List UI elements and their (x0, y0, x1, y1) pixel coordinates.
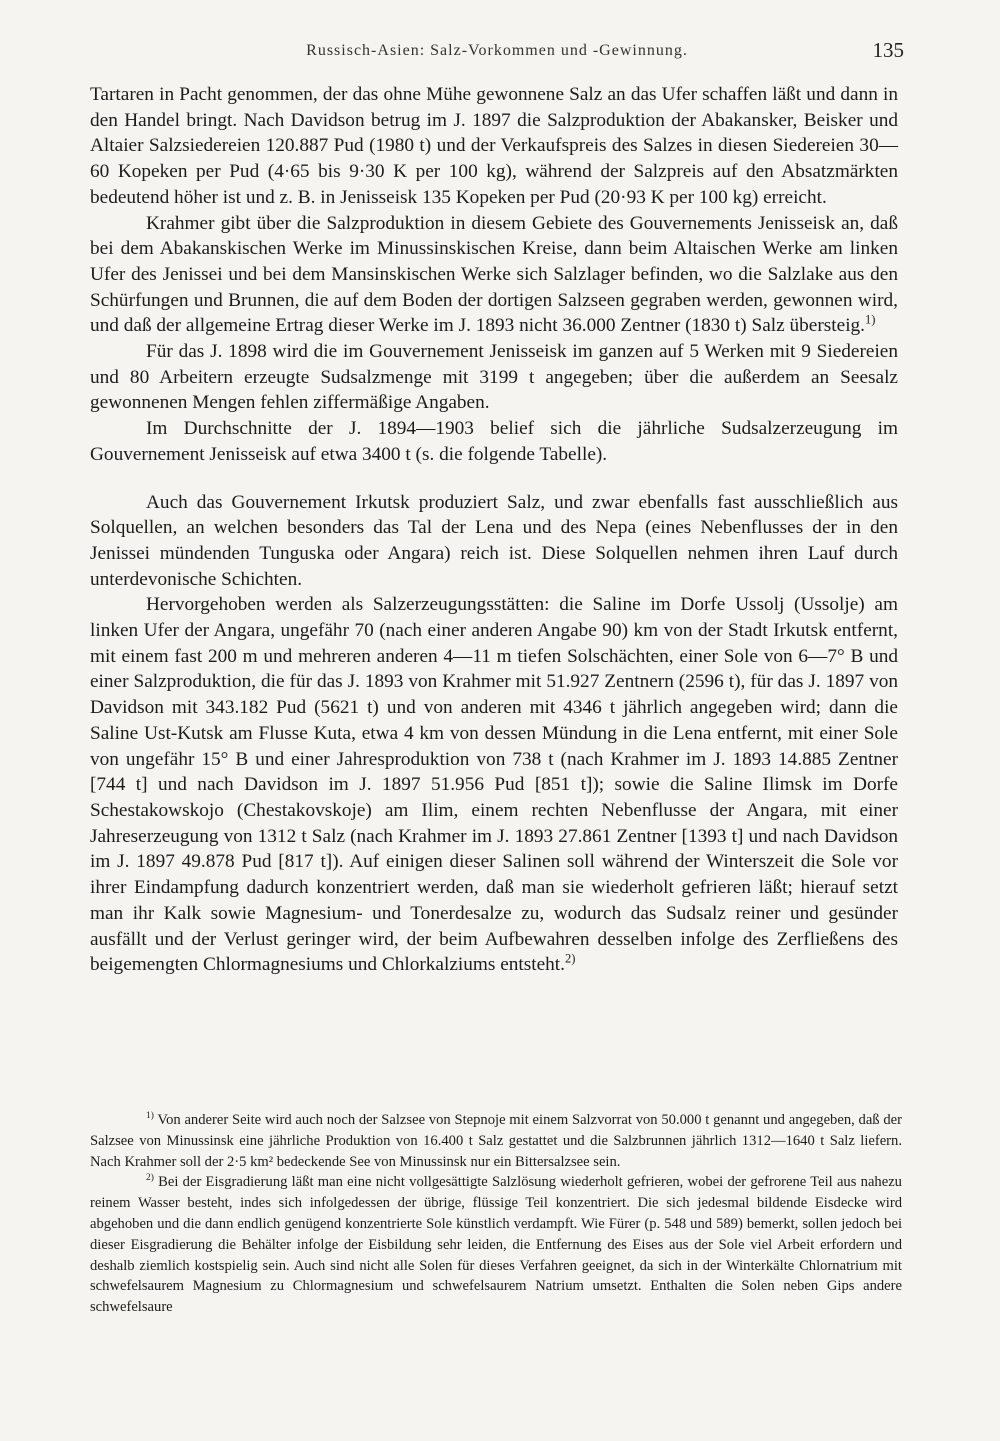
paragraph-text: Für das J. 1898 wird die im Gouvernement Jenisseisk im ganzen auf 5 Werken mit 9 Siedereien und 80 Arbeitern erzeugte Sudsalzmenge mit 3199 t angegeben; über die außerdem an Seesalz gewonnenen Mengen fehlen ziffermäßige Angaben. (90, 341, 898, 414)
paragraph (90, 490, 898, 593)
paragraph-text: Hervorgehoben werden als Salzerzeugungsstätten: die Saline im Dorfe Ussolj (Ussolje) am linken Ufer der Angara, ungefähr 70 (nach einer anderen Angabe 90) km von der Stadt Irkutsk entfernt, mit einem fast 200 m und mehreren anderen 4—11 m tiefen Solschächten, einer Sole von 6—7° B und einer Salzproduktion, die für das J. 1893 von Krahmer mit 51.927 Zentnern (2596 t), für das J. 1897 von Davidson mit 343.182 Pud (5621 t) und von anderen mit 4346 t jährlich angegeben wird; dann die Saline Ust-Kutsk am Flusse Kuta, etwa 4 km von dessen Mündung in die Lena entfernt, mit einer Sole von ungefähr 15° B und einer Jahresproduktion von 738 t (nach Krahmer im J. 1893 14.885 Zentner [744 t] und nach Davidson im J. 1897 51.956 Pud [851 t]); sowie die Saline Ilimsk im Dorfe Schestakowskojo (Chestakovskoje) am Ilim, einem rechten Nebenflusse der Angara, mit einer Jahreserzeugung von 1312 t Salz (nach Krahmer im J. 1893 27.861 Zentner [1393 t] und nach Davidson im J. 1897 49.878 Pud [817 t]). Auf einigen dieser Salinen soll während der Winterszeit die Sole vor ihrer Eindampfung dadurch konzentriert werden, daß man sie wiederholt gefrieren läßt; hierauf setzt man ihr Kalk sowie Magnesium- und Tonerdesalze zu, wodurch das Sudsalz reiner und gesünder ausfällt und der Verlust geringer wird, der beim Aufbewahren desselben infolge des Zerfließens des beigemengten Chlormagnesiums und Chlorkalziums entsteht. (90, 594, 898, 976)
footnote-text: Bei der Eisgradierung läßt man eine nicht vollgesättigte Salzlösung wiederholt gefrieren, wobei der gefrorene Teil aus nahezu reinem Wasser besteht, indes sich infolgedessen der übrige, flüssige Teil konzentriert. Die sich jedesmal bildende Eisdecke wird abgehoben und die dann endlich genügend konzentrierte Sole künstlich verdampft. Wie Fürer (p. 548 und 589) bemerkt, sollen jedoch bei dieser Eisgradierung die Behälter infolge der Eisbildung sehr leiden, die Entfernung des Eises aus der Sole viel Arbeit erfordern und deshalb ziemlich kostspielig sein. Auch sind nicht alle Solen für dieses Verfahren geeignet, da sich in der Winterkälte Chlornatrium mit schwefelsaurem Magnesium zu Chlormagnesium und schwefelsaurem Natrium umsetzt. Enthalten die Solen neben Gips andere schwefelsaure (90, 1174, 902, 1316)
footnotes (90, 1110, 902, 1318)
running-title: Russisch-Asien: Salz-Vorkommen und -Gewinnung. (306, 42, 688, 59)
footnote (90, 1172, 902, 1318)
paragraph-text: Auch das Gouvernement Irkutsk produziert Salz, und zwar ebenfalls fast ausschließlich aus Solquellen, an welchen besonders das Tal der Lena und des Nepa (eines Nebenflusses der in den Jenissei mündenden Tunguska oder Angara) reich ist. Diese Solquellen nehmen ihren Lauf durch unterdevonische Schichten. (90, 491, 898, 590)
body-text (90, 82, 898, 978)
paragraph-text: Im Durchschnitte der J. 1894—1903 belief sich die jährliche Sudsalzerzeugung im Gouvernement Jenisseisk auf etwa 3400 t (s. die folgende Tabelle). (90, 418, 898, 465)
footnote-ref: 1) (865, 312, 876, 327)
footnote-mark: 1) (146, 1111, 154, 1122)
paragraph (90, 592, 898, 978)
footnote-mark: 2) (146, 1173, 154, 1184)
paragraph (90, 339, 898, 416)
paragraph (90, 211, 898, 340)
section-gap (90, 468, 898, 490)
footnote-ref: 2) (565, 951, 576, 966)
paragraph (90, 416, 898, 467)
paragraph-text: Tartaren in Pacht genommen, der das ohne Mühe gewonnene Salz an das Ufer schaffen läßt und dann in den Handel bringt. Nach Davidson betrug im J. 1897 die Salzproduktion der Abakansker, Beisker und Altaier Salzsiedereien 120.887 Pud (1980 t) und der Verkaufspreis des Salzes in diesen Siedereien 30—60 Kopeken per Pud (4·65 bis 9·30 K per 100 kg), während der Salzpreis auf den Absatzmärkten bedeutend höher ist und z. B. in Jenisseisk 135 Kopeken per Pud (20·93 K per 100 kg) erreicht. (90, 84, 898, 208)
page-number: 135 (872, 38, 904, 62)
footnote (90, 1110, 902, 1172)
footnote-text: Von anderer Seite wird auch noch der Salzsee von Stepnoje mit einem Salzvorrat von 50.000 t genannt und angegeben, daß der Salzsee von Minussinsk eine jährliche Produktion von 16.400 t Salz gestattet und die Salzbrunnen jährlich 1312—1640 t Salz liefern. Nach Krahmer soll der 2·5 km² bedeckende See von Minussinsk nur ein Bittersalzsee sein. (90, 1112, 903, 1170)
paragraph (90, 82, 898, 211)
paragraph-text: Krahmer gibt über die Salzproduktion in diesem Gebiete des Gouvernements Jenisseisk an, daß bei dem Abakanskischen Werke im Minussinskischen Kreise, dann beim Altaischen Werke am linken Ufer des Jenissei und bei dem Mansinskischen Werke sich Salzlager befinden, wo die Salzlake aus den Schürfungen und Brunnen, die auf dem Boden der dortigen Salzseen gegraben werden, gewonnen wird, und daß der allgemeine Ertrag dieser Werke im J. 1893 nicht 36.000 Zentner (1830 t) Salz übersteig. (90, 212, 898, 337)
page-header (90, 38, 904, 68)
